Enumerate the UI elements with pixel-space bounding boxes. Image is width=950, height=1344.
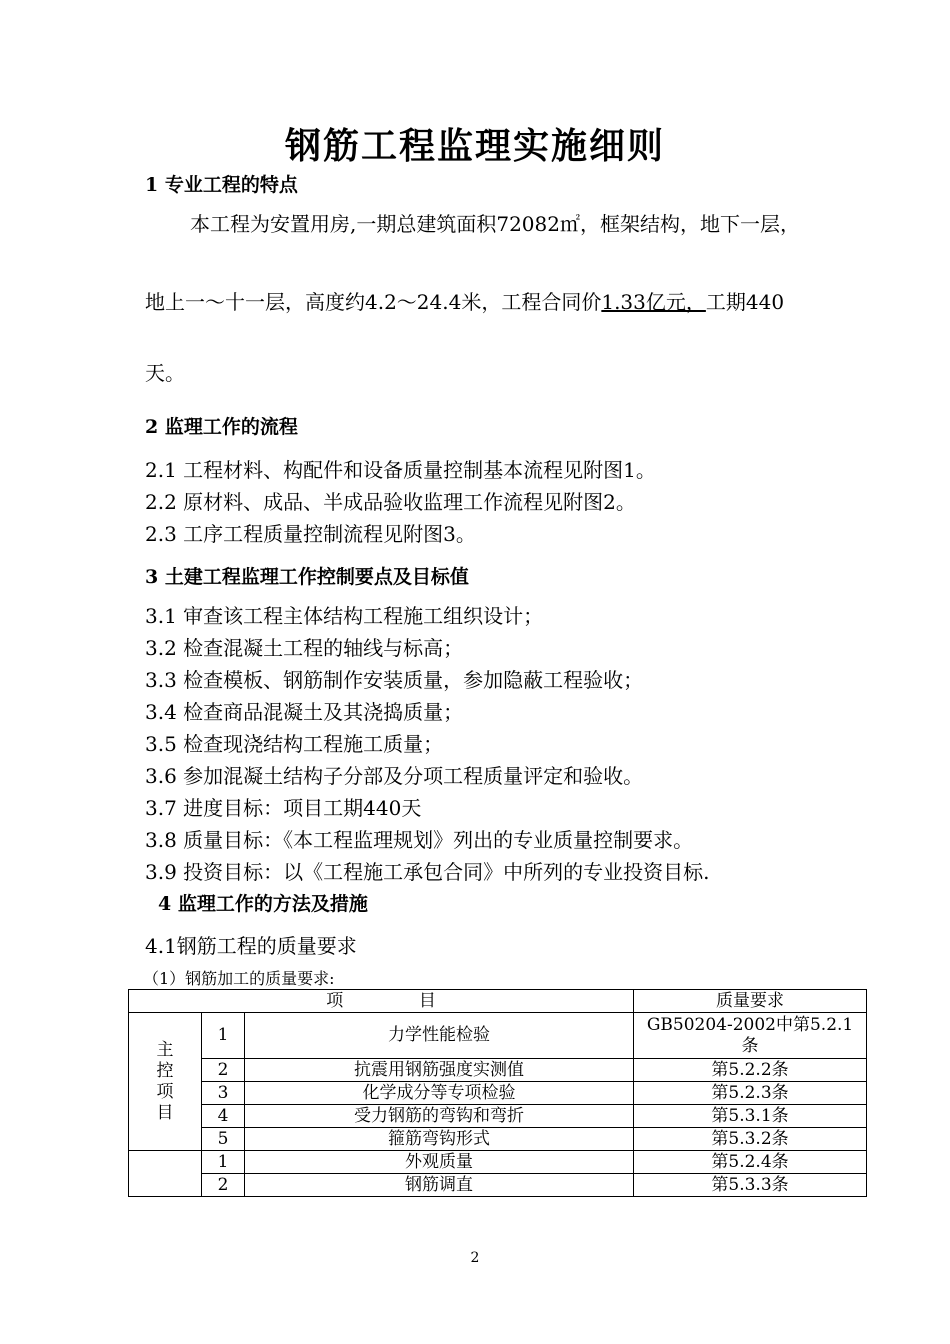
section-3-item: 3.1 审查该工程主体结构工程施工组织设计； — [145, 604, 544, 628]
section-3-item: 3.6 参加混凝土结构子分部及分项工程质量评定和验收。 — [145, 764, 644, 788]
row-number: 2 — [202, 1059, 245, 1082]
section-3-item: 3.9 投资目标：以《工程施工承包合同》中所列的专业投资目标. — [145, 860, 710, 884]
header-requirement: 质量要求 — [634, 990, 867, 1013]
quality-requirements-table — [128, 989, 867, 1197]
section-3-item: 3.4 检查商品混凝土及其浇捣质量； — [145, 700, 464, 724]
table-row — [129, 1174, 867, 1197]
row-number: 1 — [202, 1151, 245, 1174]
row-item: 化学成分等专项检验 — [245, 1082, 634, 1105]
row-item: 钢筋调直 — [245, 1174, 634, 1197]
section-3-heading: 3 土建工程监理工作控制要点及目标值 — [145, 566, 469, 588]
section-3-item: 3.7 进度目标：项目工期440天 — [145, 796, 422, 820]
table-header-row — [129, 990, 867, 1013]
row-number: 5 — [202, 1128, 245, 1151]
section-1-line-3: 天。 — [145, 361, 185, 385]
row-item: 箍筋弯钩形式 — [245, 1128, 634, 1151]
row-requirement: GB50204-2002中第5.2.1条 — [634, 1013, 867, 1059]
table-caption: （1）钢筋加工的质量要求: — [143, 969, 335, 988]
row-item: 受力钢筋的弯钩和弯折 — [245, 1105, 634, 1128]
row-requirement: 第5.2.4条 — [634, 1151, 867, 1174]
table-row — [129, 1128, 867, 1151]
table-row — [129, 1082, 867, 1105]
row-requirement: 第5.3.1条 — [634, 1105, 867, 1128]
row-item: 外观质量 — [245, 1151, 634, 1174]
contract-price: 1.33亿元， — [601, 290, 706, 314]
table-row — [129, 1059, 867, 1082]
section-4-heading: 4 监理工作的方法及措施 — [158, 893, 368, 915]
header-item: 项 目 — [129, 990, 634, 1013]
page-number: 2 — [470, 1250, 480, 1266]
row-number: 1 — [202, 1013, 245, 1059]
section-2-heading: 2 监理工作的流程 — [145, 416, 298, 438]
document-title: 钢筋工程监理实施细则 — [284, 125, 665, 167]
row-item: 力学性能检验 — [245, 1013, 634, 1059]
table-row — [129, 1151, 867, 1174]
section-1-line-2 — [145, 286, 784, 315]
row-item: 抗震用钢筋强度实测值 — [245, 1059, 634, 1082]
group-main-control — [129, 1013, 202, 1151]
group-main-control-label: 主 控 项 目 — [156, 1039, 174, 1123]
section-1-line-2c: 工期440 — [705, 290, 785, 314]
section-3-item: 3.8 质量目标：《本工程监理规划》列出的专业质量控制要求。 — [145, 828, 694, 852]
group-general — [129, 1151, 202, 1197]
row-number: 2 — [202, 1174, 245, 1197]
section-2-item: 2.1 工程材料、构配件和设备质量控制基本流程见附图1。 — [145, 458, 656, 482]
row-number: 3 — [202, 1082, 245, 1105]
row-requirement: 第5.2.2条 — [634, 1059, 867, 1082]
section-3-item: 3.5 检查现浇结构工程施工质量； — [145, 732, 444, 756]
section-2-item: 2.3 工序工程质量控制流程见附图3。 — [145, 522, 476, 546]
row-requirement: 第5.3.3条 — [634, 1174, 867, 1197]
section-2-item: 2.2 原材料、成品、半成品验收监理工作流程见附图2。 — [145, 490, 636, 514]
table-row — [129, 1105, 867, 1128]
section-4-subheading: 4.1钢筋工程的质量要求 — [145, 934, 357, 958]
row-number: 4 — [202, 1105, 245, 1128]
row-requirement: 第5.2.3条 — [634, 1082, 867, 1105]
section-1-line-2a: 地上一～十一层，高度约4.2～24.4米，工程合同价 — [145, 290, 602, 314]
section-1-heading: 1 专业工程的特点 — [145, 174, 298, 196]
section-1-line-1: 本工程为安置用房,一期总建筑面积72082㎡，框架结构，地下一层， — [190, 212, 800, 236]
section-3-item: 3.3 检查模板、钢筋制作安装质量，参加隐蔽工程验收； — [145, 668, 644, 692]
row-requirement: 第5.3.2条 — [634, 1128, 867, 1151]
table-row — [129, 1013, 867, 1059]
section-3-item: 3.2 检查混凝土工程的轴线与标高； — [145, 636, 464, 660]
